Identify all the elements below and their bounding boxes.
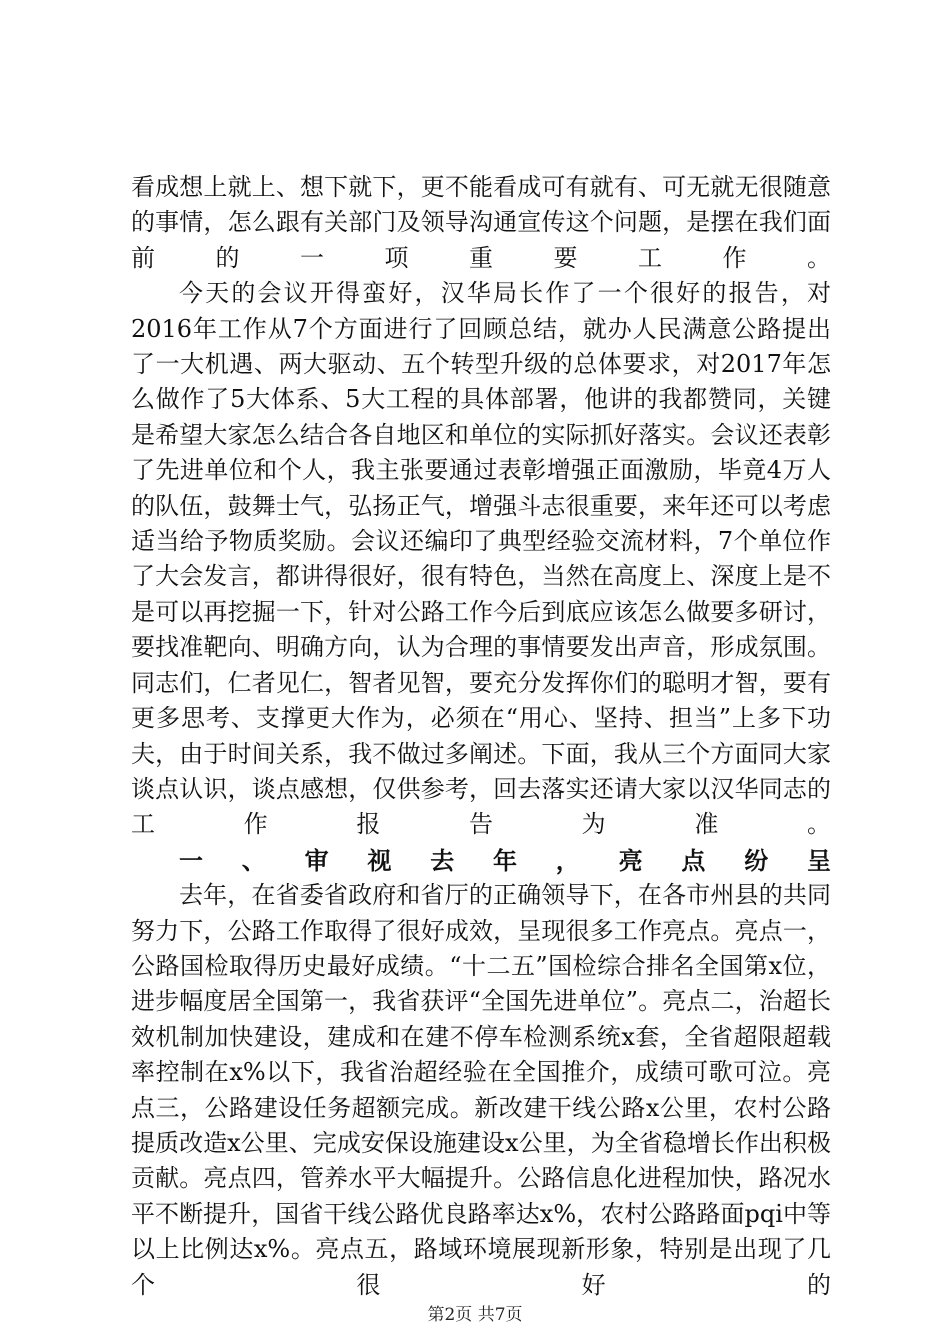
paragraph-continuation: 看成想上就上、想下就下，更不能看成可有就有、可无就无很随意的事情，怎么跟有关部门及领导沟通宣传这个问题，是摆在我们面前的一项重要工作。 [131,173,831,272]
document-body [131,170,831,1303]
paragraph-meeting-summary: 今天的会议开得蛮好，汉华局长作了一个很好的报告，对2016年工作从7个方面进行了回顾总结，就办人民满意公路提出了一大机遇、两大驱动、五个转型升级的总体要求，对2017年怎么做作了5大体系、5大工程的具体部署，他讲的我都赞同，关键是希望大家怎么结合各自地区和单位的实际抓好落实。会议还表彰了先进单位和个人，我主张要通过表彰增强正面激励，毕竟4万人的队伍，鼓舞士气，弘扬正气，增强斗志很重要，来年还可以考虑适当给予物质奖励。会议还编印了典型经验交流材料，7个单位作了大会发言，都讲得很好，很有特色，当然在高度上、深度上是不是可以再挖掘一下，针对公路工作今后到底应该怎么做要多研讨，要找准靶向、明确方向，认为合理的事情要发出声音，形成氛围。同志们，仁者见仁，智者见智，要充分发挥你们的聪明才智，要有更多思考、支撑更大作为，必须在“用心、坚持、担当”上多下功夫，由于时间关系，我不做过多阐述。下面，我从三个方面同大家谈点认识，谈点感想，仅供参考，回去落实还请大家以汉华同志的工作报告为准。 [131,279,831,839]
paragraph-highlights: 去年，在省委省政府和省厅的正确领导下，在各市州县的共同努力下，公路工作取得了很好成效，呈现很多工作亮点。亮点一，公路国检取得历史最好成绩。“十二五”国检综合排名全国第x位，进步幅度居全国第一，我省获评“全国先进单位”。亮点二，治超长效机制加快建设，建成和在建不停车检测系统x套，全省超限超载率控制在x%以下，我省治超经验在全国推介，成绩可歌可泣。亮点三，公路建设任务超额完成。新改建干线公路x公里，农村公路提质改造x公里、完成安保设施建设x公里，为全省稳增长作出积极贡献。亮点四，管养水平大幅提升。公路信息化进程加快，路况水平不断提升，国省干线公路优良路率达x%，农村公路路面pqi中等以上比例达x%。亮点五，路域环境展现新形象，特别是出现了几个很好的 [131,881,831,1299]
section-heading: 一、审视去年，亮点纷呈 [179,845,831,875]
page-footer: 第2页 共7页 [427,1305,523,1325]
